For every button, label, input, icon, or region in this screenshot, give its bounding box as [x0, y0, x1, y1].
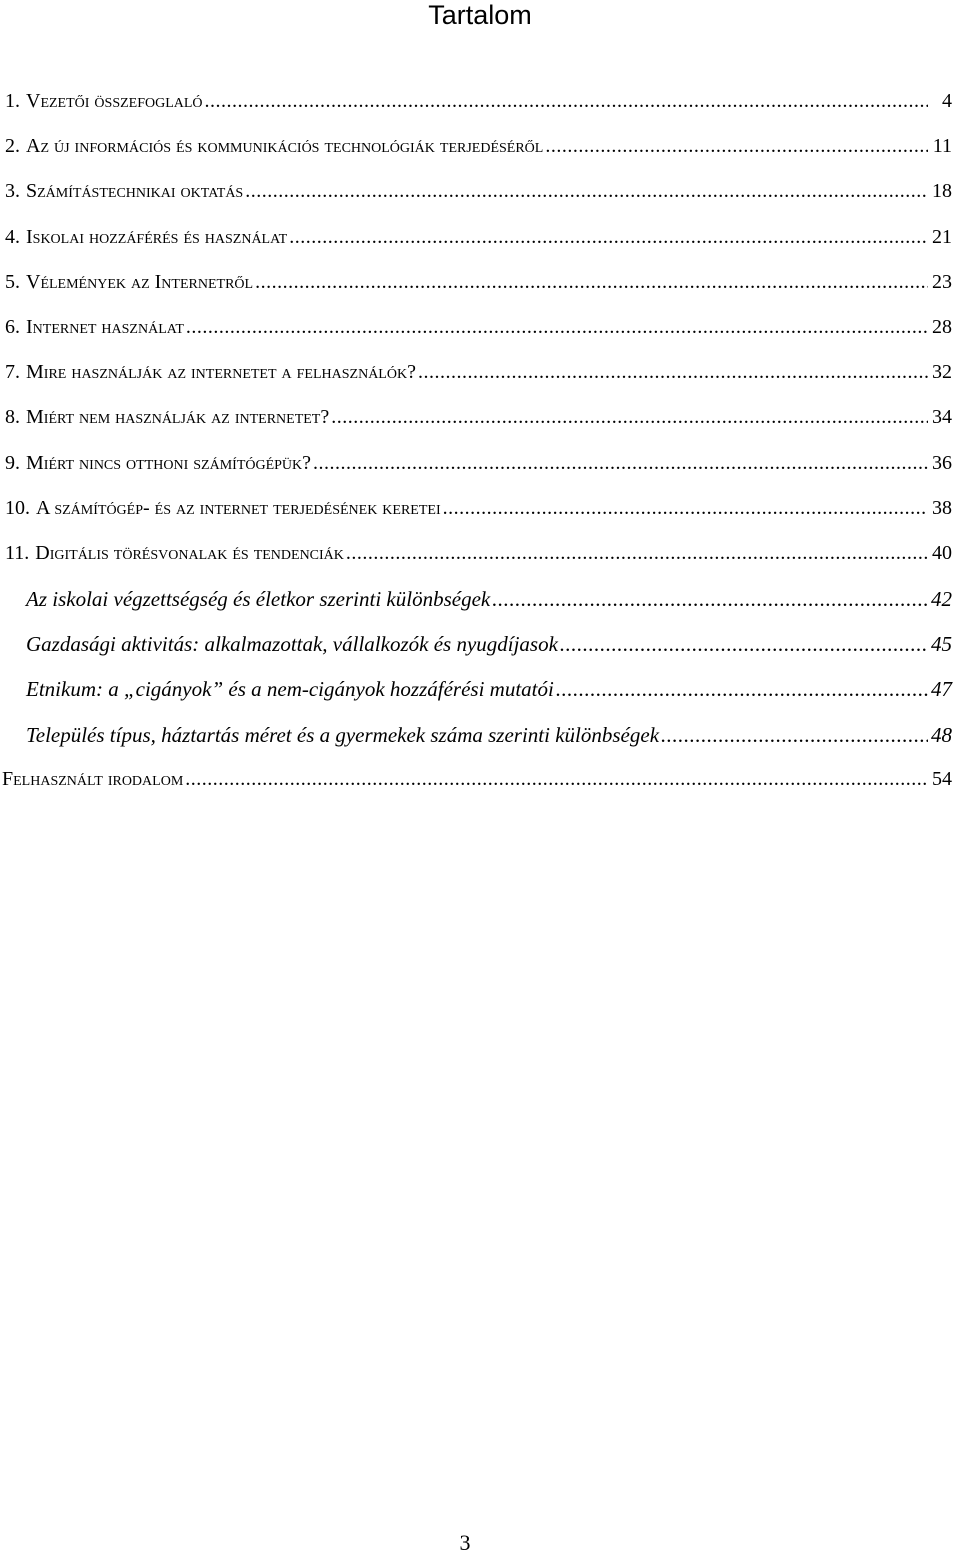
toc-entry-number: 1. — [5, 90, 20, 112]
toc-entry-title: Iskolai hozzáférés és használat — [26, 225, 288, 248]
toc-entry-page: 45 — [931, 632, 952, 657]
toc-entry-page: 47 — [931, 677, 952, 702]
toc-entry[interactable] — [0, 180, 960, 225]
toc-entry-title: Vezetői összefoglaló — [26, 90, 203, 112]
toc-entry-number: 9. — [5, 451, 20, 474]
toc-entry[interactable] — [0, 226, 960, 271]
toc-entry-title: Vélemények az Internetről — [26, 270, 254, 293]
toc-entry-title: Internet használat — [26, 315, 184, 338]
toc-leader-dots — [556, 677, 928, 702]
toc-subentry[interactable] — [0, 587, 960, 632]
toc-entry-number: 11. — [5, 541, 30, 564]
toc-entry[interactable] — [0, 542, 960, 587]
toc-entry-title: Digitális törésvonalak és tendenciák — [35, 541, 344, 564]
toc-entry-page: 34 — [932, 406, 952, 429]
toc-leader-dots — [545, 135, 928, 158]
toc-entry[interactable] — [0, 135, 960, 180]
toc-entry-title: Az új információs és kommunikációs technológiák terjedéséről — [26, 135, 544, 158]
toc-leader-dots — [185, 768, 928, 791]
toc-entry-title: Mire használják az internetet a felhasználók? — [26, 361, 416, 384]
toc-leader-dots — [492, 587, 928, 612]
toc-entry-number: 8. — [5, 406, 20, 429]
toc-entry-page: 54 — [932, 767, 952, 790]
toc-entry-page: 21 — [932, 225, 952, 248]
toc-leader-dots — [289, 226, 928, 249]
toc-entry-page: 32 — [932, 361, 952, 384]
toc-subentry[interactable] — [0, 632, 960, 677]
toc-entry-page: 18 — [932, 180, 952, 203]
toc-entry[interactable] — [0, 497, 960, 542]
toc-entry[interactable] — [0, 316, 960, 361]
toc-leader-dots — [560, 632, 928, 657]
toc-entry[interactable] — [0, 406, 960, 451]
toc-entry-title: Miért nincs otthoni számítógépük? — [26, 451, 312, 474]
toc-entry-number: 3. — [5, 180, 20, 203]
page-number: 3 — [459, 1530, 471, 1555]
toc-entry-number: 7. — [5, 361, 20, 384]
toc-entry-title: A számítógép- és az internet terjedésének keretei — [36, 496, 441, 519]
table-of-contents — [0, 90, 960, 813]
toc-leader-dots — [245, 180, 928, 203]
toc-leader-dots — [313, 452, 928, 475]
toc-leader-dots — [255, 271, 928, 294]
toc-entry-page: 42 — [931, 587, 952, 612]
toc-entry-number: 2. — [5, 135, 20, 158]
toc-entry-page: 23 — [932, 270, 952, 293]
toc-entry-page: 38 — [932, 496, 952, 519]
toc-entry-page: 36 — [932, 451, 952, 474]
toc-leader-dots — [186, 316, 928, 339]
toc-entry-number: 10. — [5, 496, 30, 519]
toc-leader-dots — [418, 361, 928, 384]
toc-entry-title: Etnikum: a „cigányok” és a nem-cigányok hozzáférési mutatói — [26, 677, 554, 702]
toc-entry-title: Számítástechnikai oktatás — [26, 180, 244, 203]
toc-entry[interactable] — [0, 90, 960, 135]
toc-leader-dots — [346, 542, 928, 565]
toc-leader-dots — [205, 90, 928, 113]
toc-entry[interactable] — [0, 361, 960, 406]
toc-entry-title: Miért nem használják az internetet? — [26, 406, 330, 429]
toc-entry[interactable] — [0, 271, 960, 316]
page-title: Tartalom — [428, 0, 532, 30]
toc-entry-number: 5. — [5, 270, 20, 293]
toc-leader-dots — [331, 406, 928, 429]
toc-entry-title: Felhasznált irodalom — [2, 767, 184, 790]
toc-entry-references[interactable] — [0, 768, 960, 813]
toc-entry-page: 48 — [931, 722, 952, 747]
toc-leader-dots — [443, 497, 928, 520]
toc-entry[interactable] — [0, 452, 960, 497]
toc-leader-dots — [661, 723, 928, 748]
toc-entry-number: 4. — [5, 225, 20, 248]
toc-entry-page: 40 — [932, 541, 952, 564]
toc-entry-page: 28 — [932, 315, 952, 338]
toc-subentry[interactable] — [0, 677, 960, 722]
toc-subentry[interactable] — [0, 723, 960, 768]
toc-entry-title: Az iskolai végzettségség és életkor szerinti különbségek — [26, 587, 491, 612]
toc-entry-title: Település típus, háztartás méret és a gyermekek száma szerinti különbségek — [26, 722, 660, 747]
toc-entry-page: 4 — [942, 90, 952, 112]
toc-entry-page: 11 — [932, 135, 952, 158]
toc-entry-number: 6. — [5, 315, 20, 338]
toc-entry-title: Gazdasági aktivitás: alkalmazottak, vállalkozók és nyugdíjasok — [26, 632, 558, 657]
